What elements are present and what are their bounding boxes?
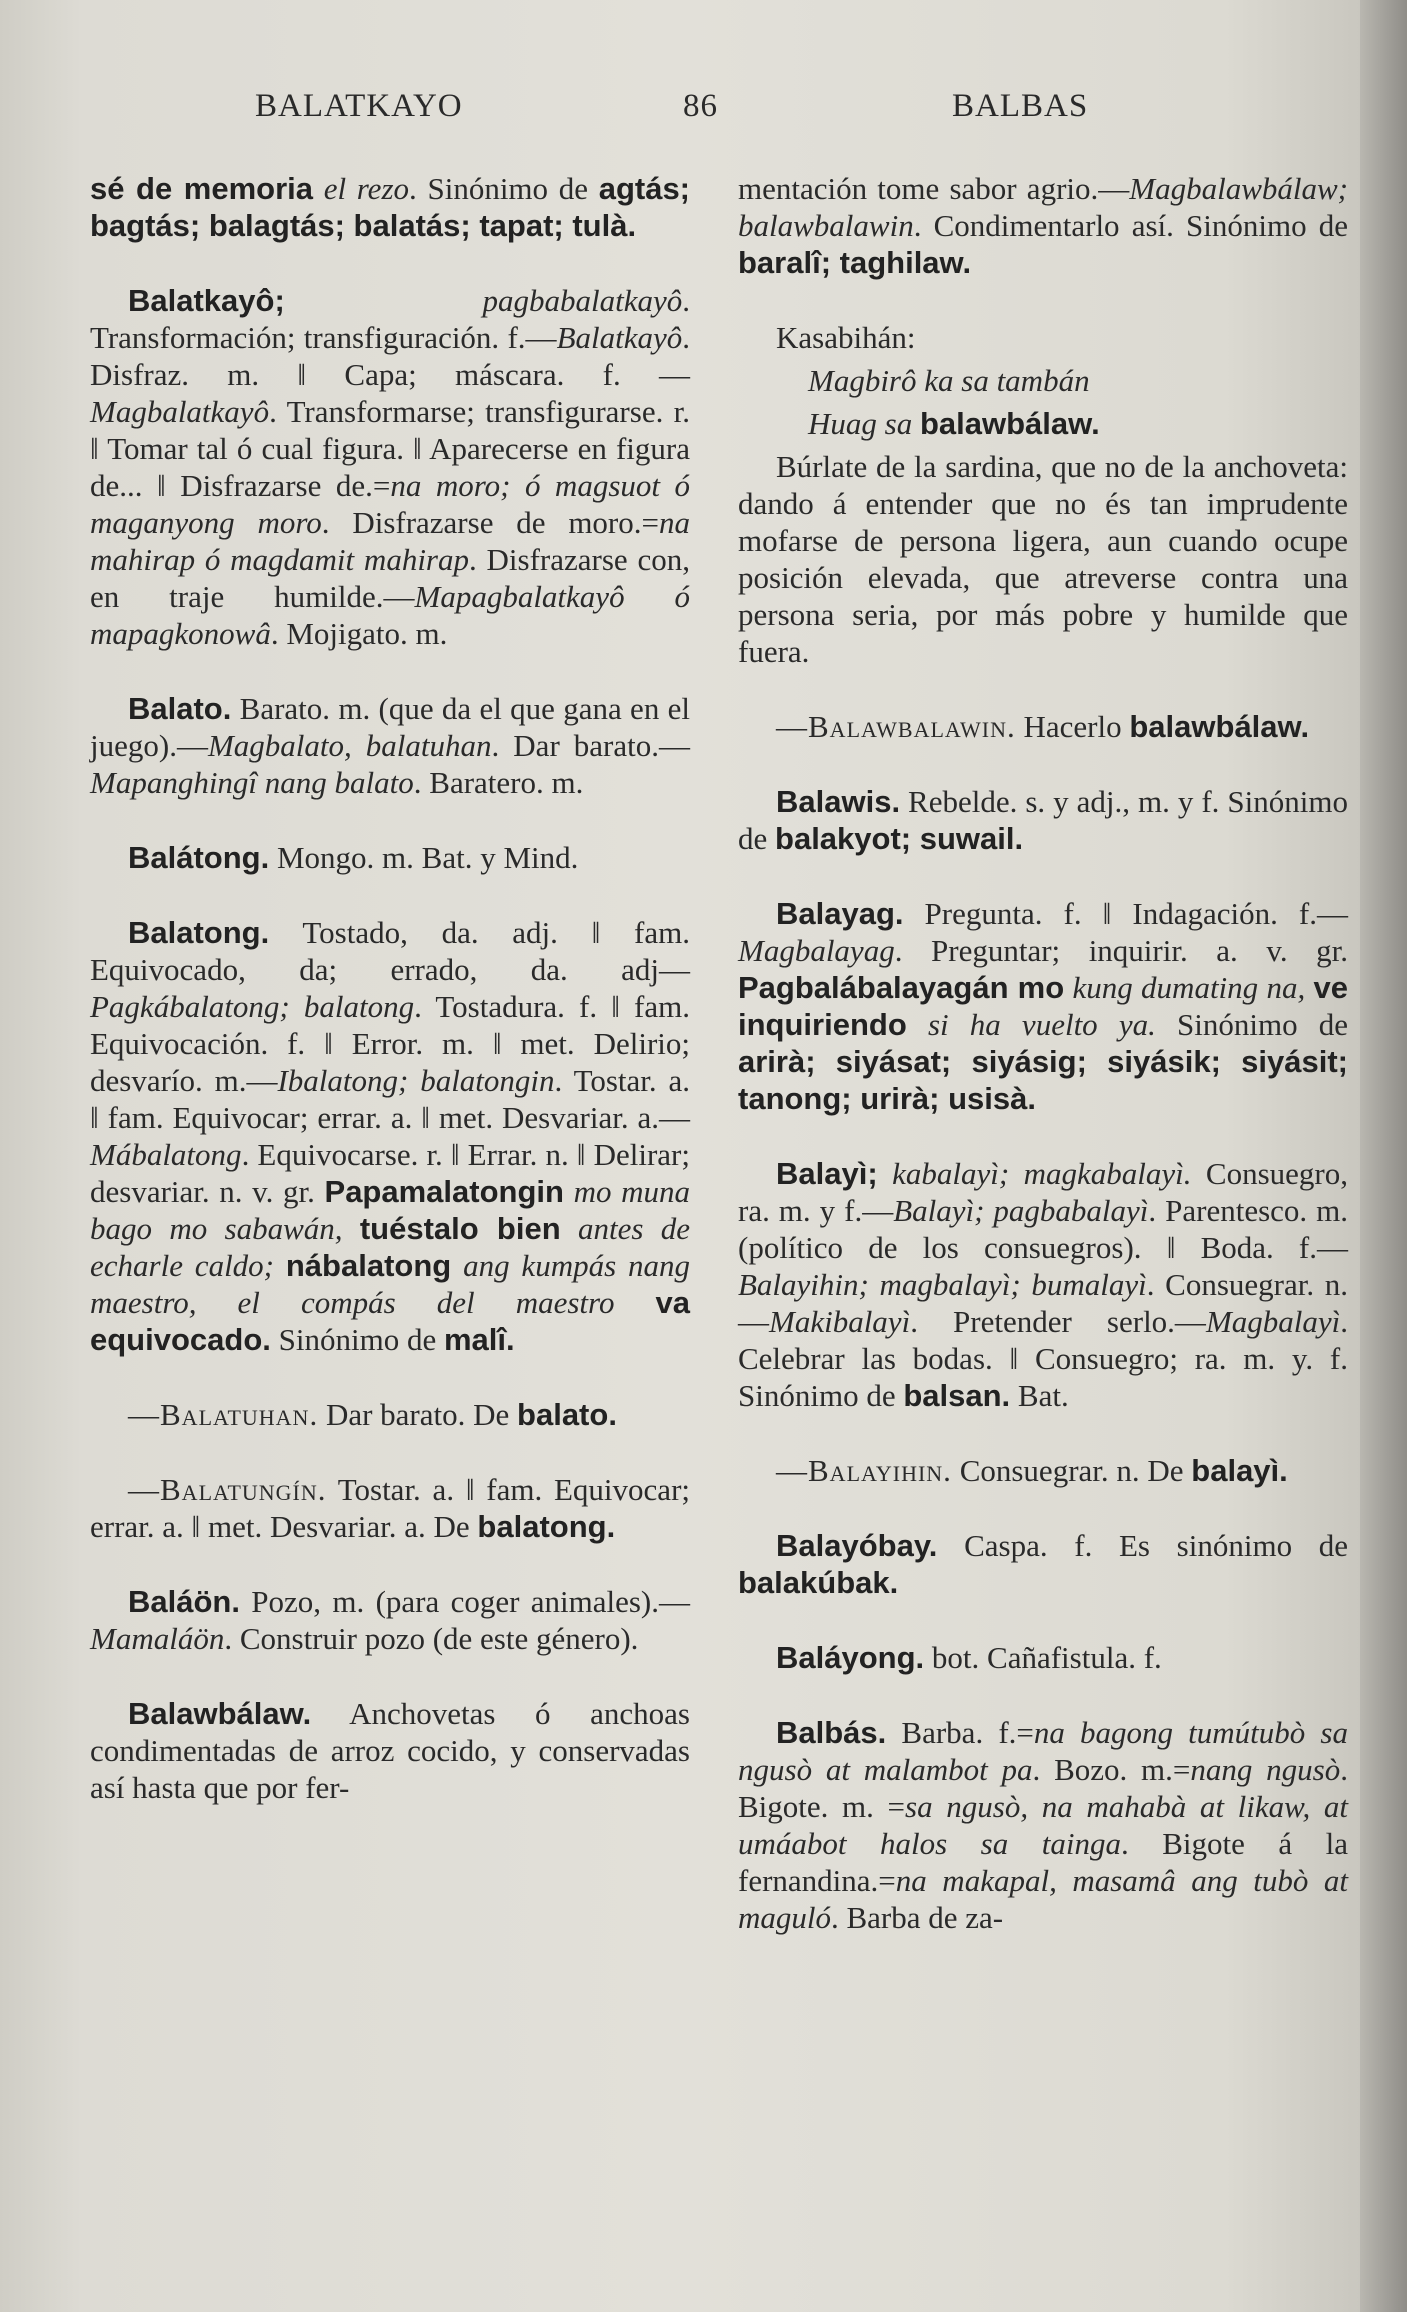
italic-text: Magbalawbálaw; balawbalawin	[738, 171, 1348, 243]
header-left-guideword: BALATKAYO	[255, 88, 463, 124]
text: . Tostar. a. ‖ fam. Equivocar; errar. a. ‖ met. Desvariar. a.—	[90, 1063, 690, 1135]
text: Anchovetas ó anchoas condimentadas de arroz cocido, y conservadas así hasta que por fer-	[90, 1696, 690, 1805]
italic-text: Magbalayag	[738, 933, 895, 968]
page-number: 86	[683, 88, 718, 124]
italic-text: el rezo	[323, 171, 410, 206]
text	[561, 1211, 578, 1246]
headword: Balatong.	[128, 915, 270, 950]
text	[343, 1211, 360, 1246]
headword: Balawbálaw.	[128, 1696, 312, 1731]
bold-text: balatong.	[477, 1509, 616, 1544]
subentry-headword: —Balatungín.	[128, 1472, 327, 1507]
text: . Dar barato.—	[491, 728, 690, 763]
bold-text: ve inquiriendo	[738, 970, 1349, 1042]
text: mentación tome sabor agrio.—	[738, 171, 1130, 206]
italic-text: Magbalatkayô	[90, 394, 270, 429]
headword: Balátong.	[128, 840, 270, 875]
entry-balawbalaw-cont	[738, 170, 1348, 281]
bold-text: balato.	[517, 1397, 617, 1432]
synonyms: agtás; bagtás; balagtás; balatás; tapat; tulà.	[90, 171, 691, 243]
headword: Baláyong.	[776, 1640, 925, 1675]
italic-text: Magbalato, balatuhan	[207, 728, 492, 763]
text	[451, 1248, 463, 1283]
bold-text: Papamalatongin	[324, 1174, 564, 1209]
headword: Balayag.	[776, 896, 904, 931]
text	[274, 1248, 286, 1283]
entry-balawbalawin	[738, 708, 1348, 745]
text: . Bozo. m.=	[1032, 1752, 1191, 1787]
bold-text: Pagbalábalayagán mo	[738, 970, 1065, 1005]
italic-text: Balatkayô	[556, 320, 683, 355]
headword-text: sé de memoria	[90, 171, 313, 206]
text: Sinónimo de	[1155, 1007, 1349, 1042]
headword: Balbás.	[776, 1715, 887, 1750]
italic-text: Huag sa	[808, 406, 913, 441]
italic-text: Mapanghingî nang balato	[90, 765, 414, 800]
text: Pozo, m. (para coger animales).—	[239, 1584, 690, 1619]
text: . Bigote. m. =	[738, 1752, 1348, 1824]
text: Barato. m. (que da el que gana en el juego).—	[90, 691, 690, 763]
entry-balato	[90, 690, 690, 801]
italic-text: na bagong tumútubò sa ngusò at malambot pa	[738, 1715, 1348, 1787]
italic-text: kung dumating na,	[1072, 970, 1306, 1005]
entry-balawbalaw	[90, 1695, 690, 1806]
binding-shadow	[1360, 0, 1407, 2312]
proverb-line-2	[738, 405, 1348, 442]
bold-text: tuéstalo bien	[359, 1211, 561, 1246]
italic-text: na moro; ó magsuot ó maganyong moro	[90, 468, 690, 540]
text: Tostar. a. ‖ fam. Equivocar; errar. a. ‖ met. Desvariar. a. De	[90, 1472, 690, 1544]
bold-text: va equivocado.	[90, 1285, 691, 1357]
text: Bat.	[1010, 1378, 1069, 1413]
entry-balatong-mongo	[90, 839, 690, 876]
text: . Barba de za-	[831, 1900, 1004, 1935]
text	[313, 171, 324, 206]
text: . Bigote á la fernandina.=	[738, 1826, 1349, 1898]
bold-text: balsan.	[903, 1378, 1011, 1413]
text	[614, 1285, 655, 1320]
proverb-explanation: Búrlate de la sardina, que no de la anchoveta: dando á entender que no és tan imprudente mofarse de persona ligera, aun cuando ocupe posición elevada, que atreverse contra una persona seria, por más pobre y humilde que fuera.	[738, 449, 1348, 669]
text: Rebelde. s. y adj., m. y f. Sinónimo de	[738, 784, 1348, 856]
italic-text: Balayì; pagbabalayì	[893, 1193, 1149, 1228]
text: . Disfraz. m. ‖ Capa; máscara. f. —	[90, 320, 690, 392]
bold-text: balakúbak.	[738, 1565, 899, 1600]
headword: Baláön.	[128, 1584, 240, 1619]
text: Consuegro, ra. m. y f.—	[738, 1156, 1349, 1228]
italic-text: nang ngusò	[1190, 1752, 1341, 1787]
italic-text: Mamaláön	[90, 1621, 225, 1656]
italic-text: Pagkábalatong; balatong	[90, 989, 415, 1024]
subentry-headword: —Balawbalawin.	[776, 709, 1016, 744]
italic-text: Mábalatong	[90, 1137, 242, 1172]
synonyms: arirà; siyásat; siyásig; siyásik; siyásit; tanong; urirà; usisà.	[738, 1044, 1348, 1116]
entry-balatuhan	[90, 1396, 690, 1433]
italic-text: Balayihin; magbalayì; bumalayì	[738, 1267, 1147, 1302]
running-header	[0, 88, 1360, 138]
synonyms: balakyot; suwail.	[775, 821, 1024, 856]
entry-continuation	[90, 170, 690, 244]
text	[1305, 970, 1313, 1005]
text: Consuegrar. n. De	[951, 1453, 1192, 1488]
entry-balayong	[738, 1639, 1348, 1676]
entry-balbas	[738, 1714, 1348, 1936]
text: . Disfrazarse con, en traje humilde.—	[90, 542, 690, 614]
text: . Pretender serlo.—	[910, 1304, 1206, 1339]
bold-text: malî.	[443, 1322, 515, 1357]
italic-text: Mapagbalatkayô ó mapagkonowâ	[90, 579, 690, 651]
text: . Parentesco. m. (político de los consuegros). ‖ Boda. f.—	[738, 1193, 1348, 1265]
right-column	[738, 170, 1348, 1974]
text: . Construir pozo (de este género).	[224, 1621, 639, 1656]
italic-text: kabalayì; magkabalayì.	[892, 1156, 1192, 1191]
italic-text: Makibalayì	[769, 1304, 911, 1339]
proverb-line-1: Magbirô ka sa tambán	[808, 363, 1090, 398]
text: Dar barato. De	[318, 1397, 518, 1432]
proverb-block	[738, 319, 1348, 670]
text	[1064, 970, 1072, 1005]
italic-text: na mahirap ó magdamit mahirap	[90, 505, 690, 577]
text	[285, 283, 483, 318]
headword: Balayì;	[776, 1156, 878, 1191]
text: . Mojigato. m.	[270, 616, 448, 651]
entry-balaon	[90, 1583, 690, 1657]
italic-text: na makapal, masamâ ang tubò at maguló	[738, 1863, 1348, 1935]
text: Hacerlo	[1015, 709, 1130, 744]
italic-text: sa ngusò, na mahabà at likaw, at umáabot halos sa tainga	[738, 1789, 1348, 1861]
entry-balatkayo	[90, 282, 690, 652]
text: . Consuegrar. n. —	[738, 1267, 1348, 1339]
text: . Baratero. m.	[413, 765, 584, 800]
italic-text: si ha vuelto ya.	[927, 1007, 1156, 1042]
text: bot. Cañafistula. f.	[924, 1640, 1162, 1675]
text	[912, 406, 920, 441]
text: . Preguntar; inquirir. a. v. gr.	[894, 933, 1348, 968]
text: Caspa. f. Es sinónimo de	[937, 1528, 1348, 1563]
header-right-guideword: BALBAS	[952, 88, 1089, 124]
entry-balatungin	[90, 1471, 690, 1545]
bold-text: balawbálaw.	[1129, 709, 1310, 744]
text: Tostado, da. adj. ‖ fam. Equivocado, da; errado, da. adj—	[90, 915, 690, 987]
text: . Disfrazarse de moro.=	[321, 505, 659, 540]
synonyms: baralî; taghilaw.	[738, 245, 972, 280]
left-column	[90, 170, 690, 1844]
text: . Sinónimo de	[409, 171, 599, 206]
entry-balawis	[738, 783, 1348, 857]
text	[907, 1007, 928, 1042]
headword: Balato.	[128, 691, 232, 726]
text: Sinónimo de	[270, 1322, 444, 1357]
italic-text: mo muna bago mo sabawán,	[90, 1174, 690, 1246]
entry-balayag	[738, 895, 1348, 1117]
italic-text: antes de echarle caldo;	[90, 1211, 690, 1283]
text: Barba. f.=	[886, 1715, 1034, 1750]
bold-text: balayì.	[1191, 1453, 1288, 1488]
italic-text: Ibalatong; balatongin	[277, 1063, 555, 1098]
text: Pregunta. f. ‖ Indagación. f.—	[903, 896, 1348, 931]
headword: Balayóbay.	[776, 1528, 938, 1563]
text: . Tostadura. f. ‖ fam. Equivocación. f. ‖ Error. m. ‖ met. Delirio; desvarío. m.—	[90, 989, 690, 1098]
subentry-headword: —Balatuhan.	[128, 1397, 319, 1432]
text: . Transformarse; transfigurarse. r. ‖ Tomar tal ó cual figura. ‖ Aparecerse en figura de... ‖ Disfrazarse de.=	[90, 394, 690, 503]
headword: Balatkayô;	[128, 283, 285, 318]
entry-balayi	[738, 1155, 1348, 1414]
text	[564, 1174, 574, 1209]
entry-balayihin	[738, 1452, 1348, 1489]
bold-text: balawbálaw.	[919, 406, 1100, 441]
text: . Celebrar las bodas. ‖ Consuegro; ra. m. y. f. Sinónimo de	[738, 1304, 1348, 1413]
text: . Transformación; transfiguración. f.—	[90, 283, 690, 355]
subentry-headword: —Balayihin.	[776, 1453, 952, 1488]
text: . Condimentarlo así. Sinónimo de	[913, 208, 1348, 243]
italic-text: pagbabalatkayô	[482, 283, 683, 318]
italic-text: Magbalayì	[1205, 1304, 1341, 1339]
headword: Balawis.	[776, 784, 901, 819]
bold-text: nábalatong	[285, 1248, 452, 1283]
entry-balatong	[90, 914, 690, 1358]
proverb-label: Kasabihán:	[776, 320, 916, 355]
text	[878, 1156, 892, 1191]
entry-balayobay	[738, 1527, 1348, 1601]
italic-text: ang kumpás nang maestro, el compás del maestro	[90, 1248, 691, 1320]
text: . Equivocarse. r. ‖ Errar. n. ‖ Delirar; desvariar. n. v. gr.	[90, 1137, 690, 1209]
text: Mongo. m. Bat. y Mind.	[269, 840, 579, 875]
